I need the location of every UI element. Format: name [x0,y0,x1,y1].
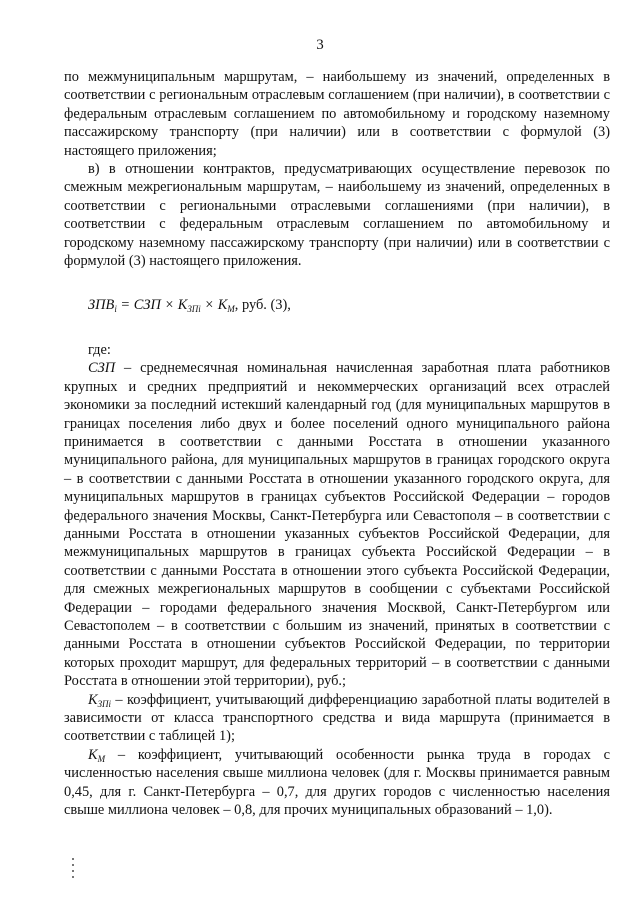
paragraph-intercity-routes: по межмуниципальным маршрутам, – наибольшему из значений, определенных в соответствии с региональным отраслевым соглашением (при наличии), в соответствии с федеральным отраслевым соглашением по автомобильному и городскому наземному пассажирскому транспорту (при наличии) или в соответствии с формулой (3) настоящего приложения; [64,69,610,159]
document-body [64,68,610,819]
definition-km [64,746,610,820]
scan-artifact-mark [72,858,74,880]
definition-szp [64,359,610,690]
formula-lhs-sub: i [114,304,117,315]
definition-km-text: – коэффициент, учитывающий особенности рынка труда в городах с численностью населения свыше миллиона человек (для г. Москвы принимается равным 0,45, для г. Санкт-Петербурга – 0,7, для других городов с численностью населения свыше миллиона человек – 0,8, для прочих муниципальных образований – 1,0). [64,746,610,819]
formula-k2-sub: М [227,304,235,315]
symbol-kzp-sub: ЗПi [97,698,112,709]
formula-lhs: ЗПВ [88,297,115,314]
symbol-km-sub: М [97,753,106,764]
formula-eq: = СЗП × К [116,297,188,314]
formula-k1-sub: ЗПi [187,304,201,315]
where-label: где: [88,341,111,358]
formula-3 [64,296,610,314]
page-number: 3 [316,37,324,53]
formula-mul: × К [200,297,228,314]
definition-kzp-text: – коэффициент, учитывающий дифференциацию заработной платы водителей в зависимости от класса транспортного средства и вида маршрута (принимается в соответствии с таблицей 1); [64,691,610,745]
symbol-kzp: К [88,691,98,708]
formula-tail: , руб. (3), [234,297,291,314]
symbol-km: К [88,746,98,763]
symbol-szp: СЗП [88,360,116,377]
paragraph-item-v: в) в отношении контрактов, предусматривающих осуществление перевозок по смежным межрегиональным маршрутам, – наибольшему из значений, определенных в соответствии с региональными отраслевыми соглашениями (при наличии), в соответствии с федеральным отраслевым соглашением по автомобильному и городскому наземному пассажирскому транспорту (при наличии) или в соответствии с формулой (3) настоящего приложения. [64,161,610,270]
definition-szp-text: – среднемесячная номинальная начисленная заработная плата работников крупных и средних предприятий и некоммерческих организаций всех отраслей экономики за последний истекший календарный год (для муниципальных маршрутов в границах поселения либо двух и более поселений одного муниципального района принимается в соответствии с данными Росстата в отношении указанного муниципального района, для муниципальных маршрутов в границах городского округа – в соответствии с данными Росстата в отношении указанного городского округа, для муниципальных маршрутов в границах субъектов Российской Федерации – городов федерального значения Москвы, Санкт-Петербурга или Севастополя – в соответствии с данными Росстата в отношении указанных субъектов Российской Федерации, для межмуниципальных маршрутов в границах субъекта Российской Федерации – в соответствии с данными Росстата в отношении этого субъекта Российской Федерации, для смежных межрегиональных маршрутов в сообщении с субъектами Российской Федерации – городами федерального значения Москвой, Санкт-Петербургом или Севастополем – в соответствии с большим из значений, принятых в соответствии с данными Росстата в отношении субъектов Российской Федерации, по территории которых проходит маршрут, для федеральных территорий – в соответствии с данными Росстата в отношении этой территории), руб.; [64,360,610,690]
definition-kzp [64,691,610,746]
